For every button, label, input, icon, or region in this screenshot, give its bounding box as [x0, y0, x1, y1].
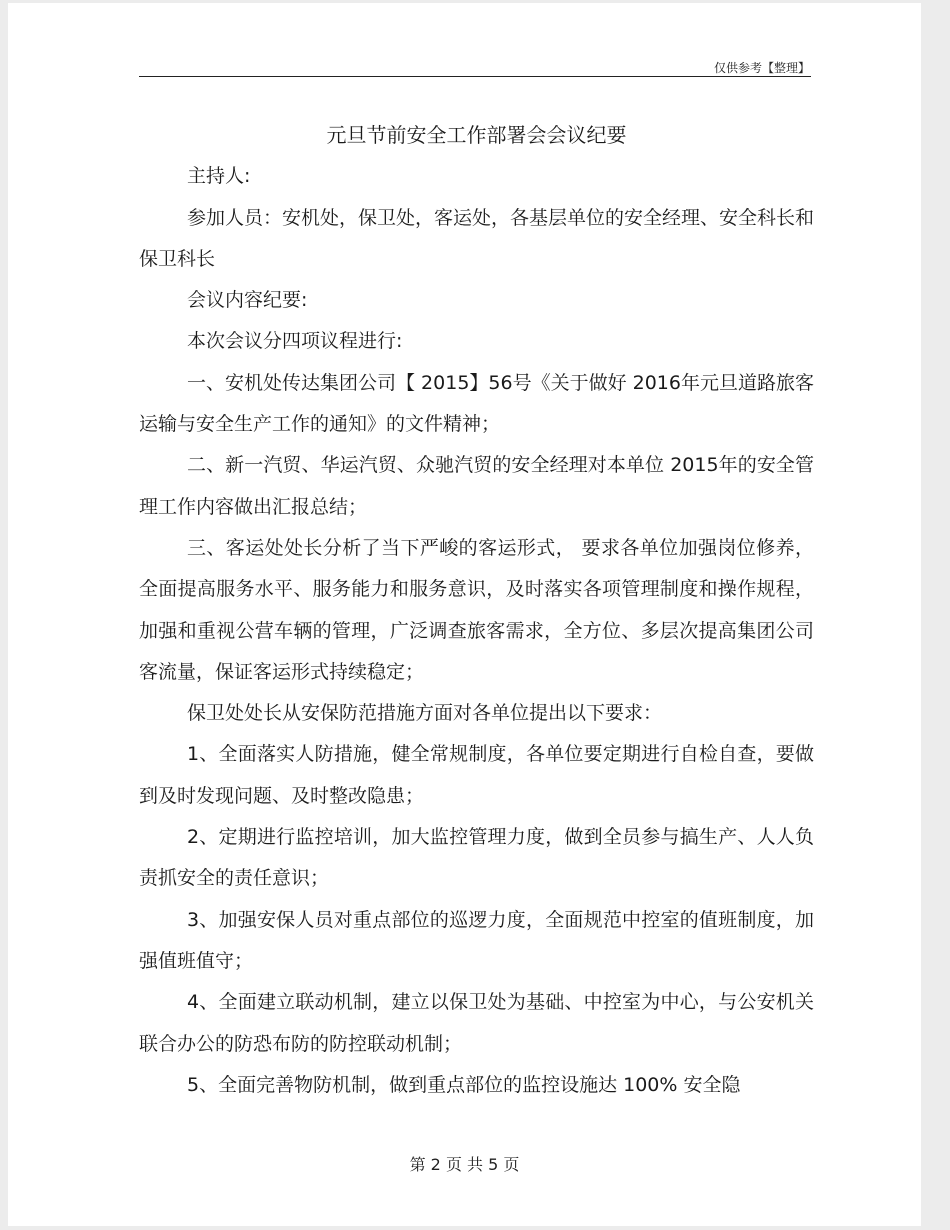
paragraph-requirement-1: 1、全面落实人防措施，健全常规制度，各单位要定期进行自检自查，要做到及时发现问题、及时整改隐患； [139, 743, 814, 807]
paragraph-host: 主持人: [187, 165, 251, 188]
paragraph-agenda-intro: 本次会议分四项议程进行: [187, 330, 403, 353]
paragraph-security-intro: 保卫处处长从安保防范措施方面对各单位提出以下要求： [187, 702, 663, 725]
paragraph-requirement-4: 4、全面建立联动机制，建立以保卫处为基础、中控室为中心，与公安机关联合办公的防恐布防的防控联动机制； [139, 991, 814, 1055]
paragraph-requirement-3: 3、加强安保人员对重点部位的巡逻力度，全面规范中控室的值班制度，加强值班值守； [139, 908, 814, 972]
header-rule [139, 76, 811, 77]
document-title: 元旦节前安全工作部署会会议纪要 [326, 123, 627, 147]
document-page [8, 3, 921, 1226]
header-note: 仅供参考【整理】 [713, 61, 810, 75]
paragraph-requirement-5: 5、全面完善物防机制，做到重点部位的监控设施达 100% 安全隐 [187, 1073, 741, 1096]
paragraph-requirement-2: 2、定期进行监控培训，加大监控管理力度，做到全员参与搞生产、人人负责抓安全的责任意识； [139, 826, 814, 890]
paragraph-agenda-3: 三、客运处处长分析了当下严峻的客运形式， 要求各单位加强岗位修养，全面提高服务水平、服务能力和服务意识，及时落实各项管理制度和操作规程，加强和重视公营车辆的管理，广泛调查旅客需求，全方位、多层次提高集团公司客流量，保证客运形式持续稳定； [139, 536, 814, 683]
paragraph-attendees: 参加人员：安机处，保卫处，客运处，各基层单位的安全经理、安全科长和保卫科长 [139, 206, 815, 270]
page-number-footer: 第 2 页 共 5 页 [409, 1155, 520, 1174]
document-body [139, 115, 814, 1106]
paragraph-agenda-2: 二、新一汽贸、华运汽贸、众驰汽贸的安全经理对本单位 2015年的安全管理工作内容做出汇报总结； [139, 454, 814, 518]
paragraph-agenda-1: 一、安机处传达集团公司【 2015】56号《关于做好 2016年元旦道路旅客运输与安全生产工作的通知》的文件精神； [139, 371, 814, 436]
paragraph-summary-heading: 会议内容纪要: [187, 289, 308, 312]
